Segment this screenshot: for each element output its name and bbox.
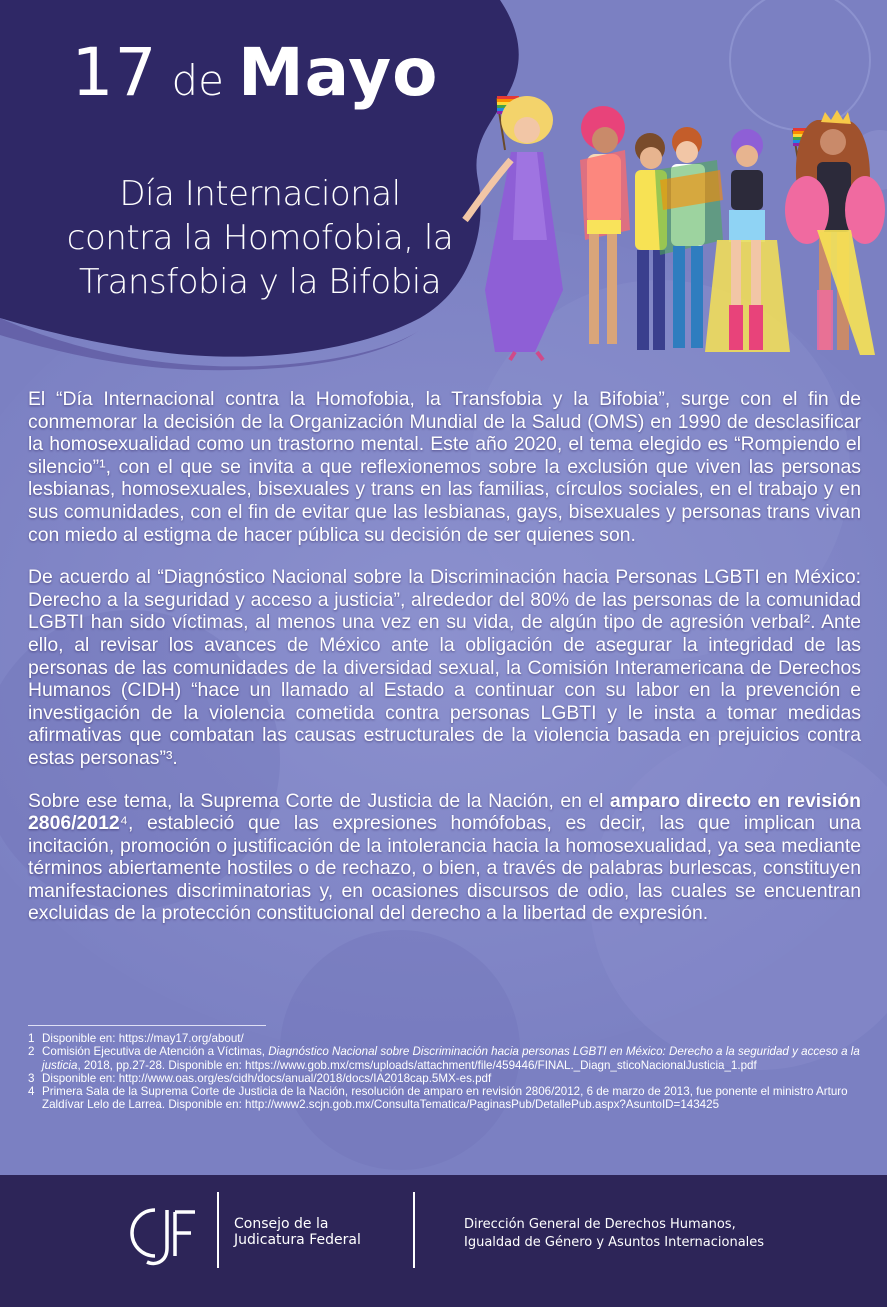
title-de: de bbox=[171, 56, 224, 105]
footnotes bbox=[28, 1032, 873, 1112]
paragraph-1: El “Día Internacional contra la Homofobia, la Transfobia y la Bifobia”, surge con el fin de conmemorar la decisión de la Organización Mundial de la Salud (OMS) en 1990 de desclasificar la homosexualidad como un trastorno mental. Este año 2020, el tema elegido es “Rompiendo el silencio”¹, con el que se invita a que reflexionemos sobre la exclusión que viven las personas lesbianas, homosexuales, bisexuales y trans en las familias, círculos sociales, en el trabajo y en sus comunidades, con el fin de evitar que las lesbianas, gays, bisexuales y personas trans vivan con miedo al estigma de hacer pública su decisión de ser quienes son. bbox=[28, 388, 861, 546]
paragraph-3-bold: amparo directo en revisión 2806/2012 bbox=[28, 789, 861, 835]
cjf-logo-icon bbox=[125, 1200, 205, 1270]
footnote-text: Comisión Ejecutiva de Atención a Víctimas, bbox=[42, 1045, 269, 1059]
footer-divider bbox=[413, 1192, 415, 1268]
footnote-italic-title: Diagnóstico Nacional sobre Discriminación hacia personas LGBTI en México: Derecho a la seguridad y acceso a la justicia bbox=[42, 1045, 860, 1072]
department-name bbox=[464, 1216, 764, 1252]
person-5 bbox=[705, 129, 790, 352]
footer-divider bbox=[217, 1192, 219, 1268]
subtitle-line: Transfobia y la Bifobia bbox=[78, 262, 442, 302]
dept-line: Igualdad de Género y Asuntos Internacionales bbox=[464, 1235, 765, 1250]
person-1 bbox=[465, 96, 563, 360]
footnote-text: Disponible en: https://may17.org/about/ bbox=[42, 1032, 244, 1045]
subtitle-line: Día Internacional bbox=[119, 174, 401, 214]
paragraph-3-start: Sobre ese tema, la Suprema Corte de Justicia de la Nación, en el bbox=[28, 789, 610, 812]
paragraph-2: De acuerdo al “Diagnóstico Nacional sobre la Discriminación hacia Personas LGBTI en México: Derecho a la seguridad y acceso a justicia”, alrededor del 80% de las personas de la comunidad LGBTI han sido víctimas, al menos una vez en su vida, de algún tipo de agresión verbal². Ante ello, al revisar los avances de México ante la obligación de asegurar la integridad de las personas de las comunidades de la diversidad sexual, la Comisión Interamericana de Derechos Humanos (CIDH) “hace un llamado al Estado a continuar con su labor en la prevención e investigación de la violencia cometida contra personas LGBTI y le insta a tomar medidas afirmativas que combatan las causas estructurales de la violencia basada en prejuicios contra estas personas”³. bbox=[28, 566, 861, 769]
footnote-number: 2 bbox=[28, 1045, 35, 1059]
footnote-text: Primera Sala de la Suprema Corte de Justicia de la Nación, resolución de amparo en revisión 2806/2012, 6 de marzo de 2013, fue ponente el ministro Arturo Zaldívar Lelo de Larrea. Disponible en: http://www2.scjn.gob.mx/ConsultaTematica/PaginasPub/DetallePub.aspx?AsuntoID=143425 bbox=[42, 1085, 848, 1112]
org-line: Judicatura Federal bbox=[234, 1232, 361, 1248]
lgbti-people-illustration bbox=[455, 90, 887, 365]
footnote-number: 4 bbox=[28, 1085, 35, 1099]
footnote-2 bbox=[28, 1045, 873, 1072]
org-line: Consejo de la bbox=[234, 1216, 329, 1232]
logo-text: CJF bbox=[125, 1200, 127, 1201]
dept-line: Dirección General de Derechos Humanos, bbox=[464, 1217, 736, 1232]
footnote-divider bbox=[28, 1025, 266, 1026]
main-article bbox=[28, 388, 861, 945]
footnote-text: , 2018, pp.27-28. Disponible en: https://www.gob.mx/cms/uploads/attachment/file/459446/FINAL._Diagn_sticoNacionalJusticia_1.pdf bbox=[77, 1058, 757, 1072]
footnote-4 bbox=[28, 1085, 873, 1112]
paragraph-3 bbox=[28, 790, 861, 926]
title-month: Mayo bbox=[237, 34, 439, 111]
person-6 bbox=[785, 110, 885, 355]
paragraph-3-end: ⁴, estableció que las expresiones homófobas, es decir, las que implican una incitación, promoción o justificación de la intolerancia hacia la homosexualidad, ya sea mediante términos abiertamente hostiles o de rechazo, o bien, a través de palabras burlescas, constituyen manifestaciones discriminatorias y, en ocasiones discursos de odio, las cuales se encuentran excluidas de la protección constitucional del derecho a la libertad de expresión. bbox=[28, 812, 861, 925]
footnote-3 bbox=[28, 1072, 873, 1085]
footnote-text: Disponible en: http://www.oas.org/es/cidh/docs/anual/2018/docs/IA2018cap.5MX-es.pdf bbox=[42, 1071, 492, 1085]
page-title bbox=[0, 34, 510, 111]
title-day: 17 bbox=[71, 34, 158, 111]
page-subtitle bbox=[40, 172, 480, 304]
organization-name bbox=[234, 1216, 361, 1248]
footnote-number: 1 bbox=[28, 1032, 35, 1045]
subtitle-line: contra la Homofobia, la bbox=[66, 218, 454, 258]
footnote-number: 3 bbox=[28, 1071, 35, 1085]
person-2 bbox=[580, 106, 630, 344]
footnote-1 bbox=[28, 1032, 873, 1045]
